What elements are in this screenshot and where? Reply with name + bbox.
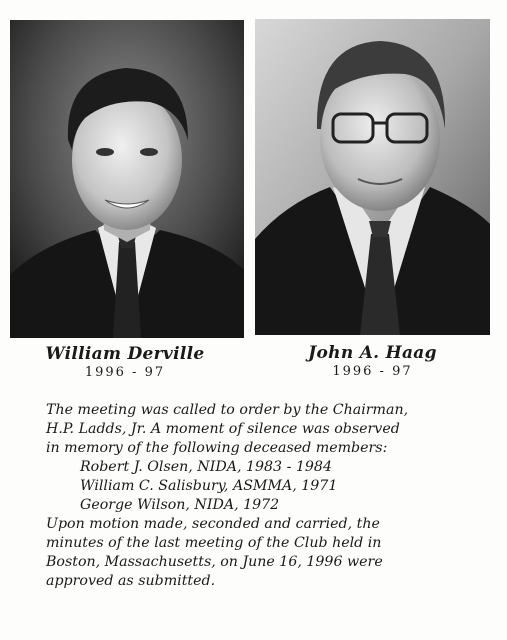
portrait-name: John A. Haag <box>308 343 437 363</box>
text-line: in memory of the following deceased members: <box>46 440 388 456</box>
portrait-name: William Derville <box>45 344 205 364</box>
list-item: William C. Salisbury, ASMMA, 1971 <box>80 478 338 494</box>
portrait-photo-john-haag <box>255 19 490 335</box>
portrait-caption-left <box>20 344 230 380</box>
list-item: Robert J. Olsen, NIDA, 1983 - 1984 <box>80 459 332 475</box>
text-line: Upon motion made, seconded and carried, the <box>46 516 380 532</box>
minutes-approval-paragraph <box>46 515 383 591</box>
portrait-years: 1996 - 97 <box>84 365 166 380</box>
portrait-years: 1996 - 97 <box>332 364 413 379</box>
portrait-photo-william-derville <box>10 20 244 338</box>
list-item: George Wilson, NIDA, 1972 <box>80 497 280 513</box>
text-line: Boston, Massachusetts, on June 16, 1996 were <box>46 554 383 570</box>
text-line: The meeting was called to order by the Chairman, <box>46 402 409 418</box>
portrait-caption-right <box>270 343 475 379</box>
text-line: approved as submitted. <box>46 573 216 589</box>
text-line: H.P. Ladds, Jr. A moment of silence was observed <box>46 421 400 437</box>
deceased-members-list <box>80 458 337 515</box>
meeting-opening-paragraph <box>46 401 408 458</box>
text-line: minutes of the last meeting of the Club held in <box>46 535 382 551</box>
